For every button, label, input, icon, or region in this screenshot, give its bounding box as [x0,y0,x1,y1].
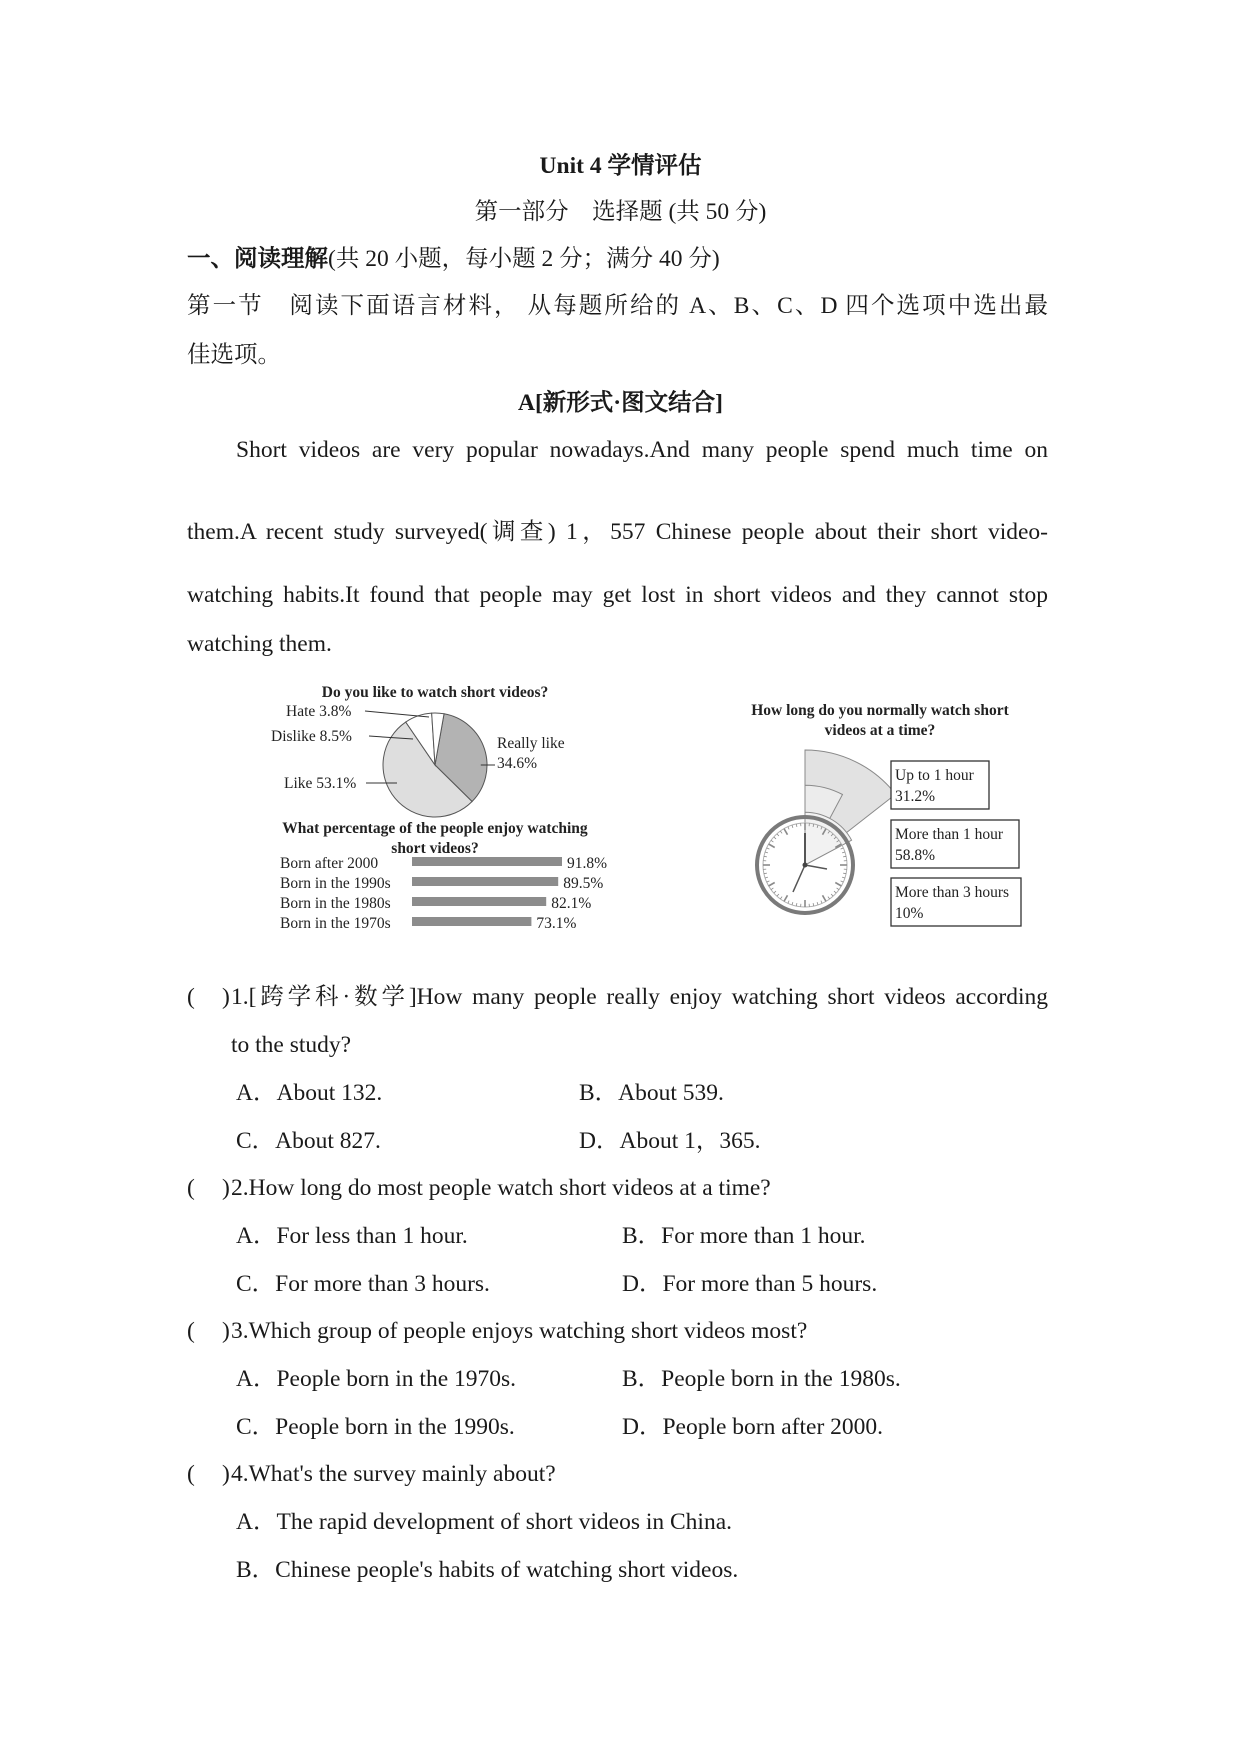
clock-tick [771,840,773,842]
clock-tick [767,848,770,849]
clock-tick [796,824,797,827]
pie-label-hate: Hate 3.8% [286,703,352,720]
clock-center-icon [803,863,808,868]
clock-tick [780,831,782,833]
q2-option-a[interactable]: A．For less than 1 hour. [236,1223,468,1249]
q2-option-b[interactable]: B．For more than 1 hour. [622,1223,866,1249]
instruction-line-1 [187,295,1048,319]
q3-option-c[interactable]: C．People born in the 1990s. [236,1414,515,1440]
clock-tick [788,901,789,904]
clock-tick [792,825,793,828]
q4-option-b[interactable]: B．Chinese people's habits of watching short videos. [236,1557,739,1583]
q3-option-a[interactable]: A．People born in the 1970s. [236,1366,517,1392]
passage-line-3 [187,584,1048,608]
clock-tick [780,897,782,899]
clock-chart-legend [891,761,1021,926]
q1-stem-line-1 [231,986,1048,1010]
q4-paren-open: ( [187,1461,195,1487]
bar-value-born-in-the-1970s: 73.1% [536,915,577,932]
q1-option-a[interactable]: A．About 132. [236,1080,383,1106]
bar-born-in-the-1990s [412,877,558,886]
bar-category-born-after-2000: Born after 2000 [280,855,379,872]
clock-tick [765,852,768,853]
clock-tick [828,897,830,899]
clock-second-hand [793,865,805,892]
passage-line-4: watching them. [187,631,332,657]
pie-leader-hate [365,711,429,717]
q2-option-d[interactable]: D．For more than 5 hours. [622,1271,878,1297]
pie-chart [383,713,487,817]
bar-born-after-2000 [412,857,562,866]
clock-tick [843,856,846,857]
page-title: Unit 4 学情评估 [539,153,702,179]
bar-category-born-in-the-1990s: Born in the 1990s [280,875,391,892]
q1-paren-open: ( [187,984,195,1010]
clock-tick [784,829,788,835]
q2-paren-close: ) [222,1175,230,1201]
passage-text-2: them.A recent study surveyed(调查) 1，557 Chinese people about their short video- [187,519,1048,545]
clock-tick [843,873,846,874]
clock-tick [842,877,845,878]
clock-tick [841,881,844,882]
bar-born-in-the-1970s [412,917,531,926]
section-heading [187,248,720,272]
clock-tick [821,901,822,904]
legend-label-more-than-3-hours: More than 3 hours [895,884,1010,901]
clock-tick [774,891,776,893]
clock-tick [771,888,773,890]
q4-paren-close: ) [222,1461,230,1487]
clock-chart [757,750,896,913]
clock-tick [831,894,833,896]
clock-tick [834,891,836,893]
q3-paren-open: ( [187,1318,195,1344]
q4-stem-line-1: 4.What's the survey mainly about? [231,1461,556,1487]
bar-value-born-in-the-1990s: 89.5% [563,875,604,892]
bar-value-born-in-the-1980s: 82.1% [551,895,592,912]
q3-stem-line-1: 3.Which group of people enjoys watching short videos most? [231,1318,808,1344]
bar-chart [280,855,607,932]
q3-paren-close: ) [222,1318,230,1344]
pie-label-really-like-line-1: Really like [497,735,565,752]
clock-tick [769,844,775,848]
clock-tick [769,883,775,887]
passage-text-3: watching habits.It found that people may get lost in short videos and they cannot stop [187,582,1048,608]
legend-value-more-than-1-hour: 58.8% [895,847,936,864]
q1-stem-line-2: to the study? [231,1032,352,1058]
q3-option-d[interactable]: D．People born after 2000. [622,1414,884,1440]
clock-tick [796,903,797,906]
clock-tick [841,848,844,849]
bar-chart-title-line-1: What percentage of the people enjoy watching [282,820,588,837]
clock-tick [792,902,793,905]
section-heading-label: 一、阅读理解 [187,246,328,272]
q2-stem-line-1: 2.How long do most people watch short videos at a time? [231,1175,771,1201]
clock-tick [777,834,779,836]
clock-tick [813,903,814,906]
clock-tick [764,856,767,857]
legend-value-up-to-1-hour: 31.2% [895,788,936,805]
clock-chart-title-line-2: videos at a time? [824,722,936,739]
bar-chart-title-line-2: short videos? [391,840,479,857]
pie-label-dislike: Dislike 8.5% [271,728,352,745]
clock-tick [784,895,788,901]
legend-value-more-than-3-hours: 10% [895,905,924,922]
clock-tick [788,827,789,830]
clock-tick [765,877,768,878]
clock-tick [774,837,776,839]
clock-tick [823,895,827,901]
clock-tick [817,902,818,905]
pie-chart-title: Do you like to watch short videos? [321,684,549,701]
passage-title: A[新形式·图文结合] [518,390,723,416]
q1-option-b[interactable]: B．About 539. [579,1080,724,1106]
clock-tick [764,873,767,874]
bar-category-born-in-the-1980s: Born in the 1980s [280,895,391,912]
survey-figure [0,670,1241,950]
legend-label-more-than-1-hour: More than 1 hour [895,826,1004,843]
legend-label-up-to-1-hour: Up to 1 hour [895,767,974,784]
section-heading-note: (共 20 小题，每小题 2 分；满分 40 分) [328,246,720,272]
clock-tick [837,888,839,890]
q1-paren-close: ) [222,984,230,1010]
clock-tick [842,852,845,853]
q2-option-c[interactable]: C．For more than 3 hours. [236,1271,490,1297]
instruction-text-1: 第一节 阅读下面语言材料， 从每题所给的 A、B、C、D 四个选项中选出最 [187,293,1048,319]
clock-tick [835,883,841,887]
q1-option-d[interactable]: D．About 1，365. [579,1128,761,1154]
pie-label-really-like-line-2: 34.6% [497,755,538,772]
bar-category-born-in-the-1970s: Born in the 1970s [280,915,391,932]
passage-text-1: Short videos are very popular nowadays.And many people spend much time on [236,437,1048,463]
q4-option-a[interactable]: A．The rapid development of short videos in China. [236,1509,733,1535]
passage-line-2 [187,521,1048,545]
q3-option-b[interactable]: B．People born in the 1980s. [622,1366,901,1392]
pie-label-like: Like 53.1% [284,775,357,792]
clock-tick [777,894,779,896]
clock-chart-title-line-1: How long do you normally watch short [751,702,1009,719]
clock-hour-hand [805,865,827,869]
q1-stem-text-1: 1.[跨学科·数学]How many people really enjoy watching short videos according [231,984,1048,1010]
q2-paren-open: ( [187,1175,195,1201]
passage-line-1 [236,439,1048,463]
bar-born-in-the-1980s [412,897,546,906]
instruction-line-2: 佳选项。 [187,342,281,368]
q1-option-c[interactable]: C．About 827. [236,1128,381,1154]
bar-value-born-after-2000: 91.8% [567,855,608,872]
part-heading: 第一部分 选择题 (共 50 分) [474,199,767,225]
clock-tick [767,881,770,882]
